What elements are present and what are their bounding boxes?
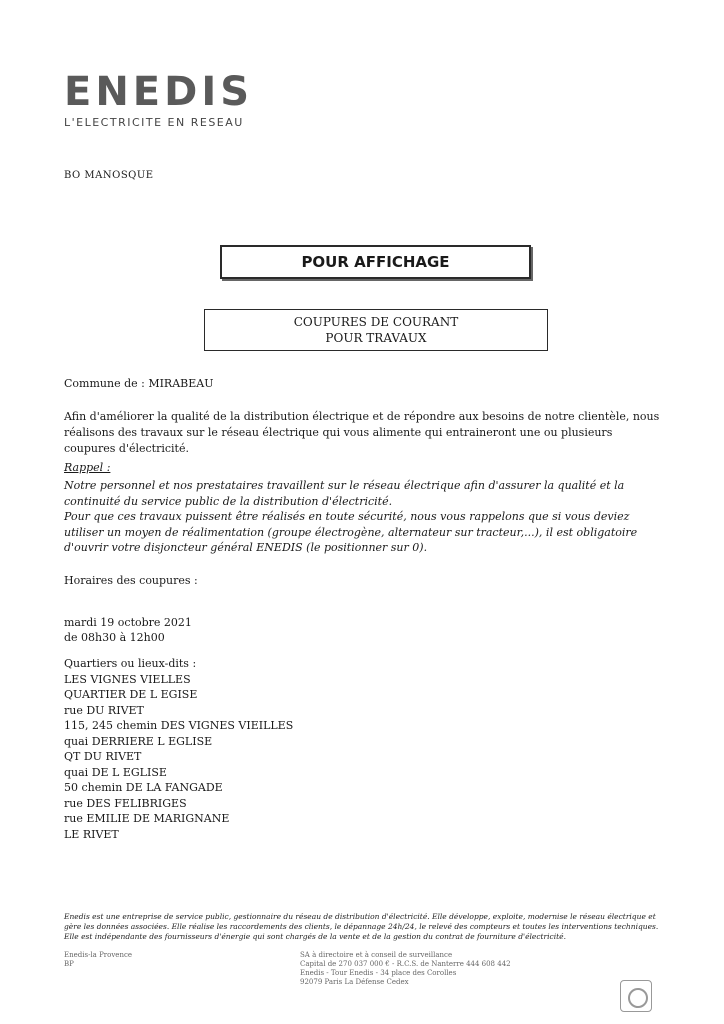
footer-description: Enedis est une entreprise de service public, gestionnaire du réseau de distribution d'électricité. Elle développe, exploite, modernise le réseau électrique et gère les données associées. Elle réalise les raccordements des clients, le dépannage 24h/24, le relevé des compteurs et toutes les interventions techniques. Elle est indépendante des fournisseurs d'énergie qui sont chargés de la vente et de la gestion du contrat de fourniture d'électricité.: [64, 912, 659, 941]
display-label: POUR AFFICHAGE: [301, 253, 450, 271]
place-item: QUARTIER DE L EGISE: [64, 688, 198, 701]
footer-left: [64, 951, 132, 969]
place-item: LE RIVET: [64, 827, 119, 841]
quartiers-list: [64, 656, 293, 842]
footer-company-info: [300, 951, 600, 987]
enedis-logo: [64, 70, 253, 129]
place-item: rue EMILIE DE MARIGNANE: [64, 812, 230, 825]
horaires-label: Horaires des coupures :: [64, 574, 198, 587]
office-name: BO MANOSQUE: [64, 170, 154, 181]
place-item: 115, 245 chemin DES VIGNES VIEILLES: [64, 719, 294, 732]
place-item: rue DU RIVET: [64, 703, 144, 717]
notice-title-line1: COUPURES DE COURANT: [293, 315, 459, 329]
rappel-paragraph-1: Notre personnel et nos prestataires travaillent sur le réseau électrique afin d'assurer la qualité et la continuité du service public de la distribution d'électricité.: [64, 479, 625, 508]
place-item: 50 chemin DE LA FANGADE: [64, 781, 223, 794]
footer-left-line: Enedis-la Provence: [64, 951, 133, 959]
footer-info-line: Enedis - Tour Enedis - 34 place des Corolles: [300, 969, 457, 977]
notice-title-box: [204, 309, 548, 351]
logo-name: ENEDIS: [64, 69, 254, 115]
outage-date: mardi 19 octobre 2021: [64, 616, 192, 629]
place-item: rue DES FELIBRIGES: [64, 796, 187, 810]
footer-info-line: Capital de 270 037 000 € - R.C.S. de Nanterre 444 608 442: [300, 960, 511, 968]
footer-info-line: 92079 Paris La Défense Cedex: [300, 978, 409, 986]
intro-paragraph: Afin d'améliorer la qualité de la distribution électrique et de répondre aux besoins de notre clientèle, nous réalisons des travaux sur le réseau électrique qui vous alimente qui entraineront une ou plusieurs coupures d'électricité.: [64, 410, 660, 455]
rappel-title: Rappel :: [64, 461, 111, 474]
place-item: quai DE L EGLISE: [64, 765, 167, 779]
rappel-paragraph-2: Pour que ces travaux puissent être réalisés en toute sécurité, nous vous rappelons que si vous deviez utiliser un moyen de réalimentation (groupe électrogène, alternateur sur tracteur,...), il est obligatoire d'ouvrir votre disjoncteur général ENEDIS (le positionner sur 0).: [64, 510, 638, 554]
logo-tagline: L'ELECTRICITE EN RESEAU: [64, 116, 244, 129]
notice-title-line2: POUR TRAVAUX: [325, 331, 427, 345]
recycle-icon: [620, 980, 652, 1012]
place-item: quai DERRIERE L EGLISE: [64, 734, 213, 748]
display-label-box: [220, 245, 531, 279]
outage-time: de 08h30 à 12h00: [64, 631, 165, 644]
quartiers-label: Quartiers ou lieux-dits :: [64, 657, 197, 670]
rappel-body: [64, 478, 664, 556]
footer-info-line: SA à directoire et à conseil de surveillance: [300, 951, 453, 959]
place-item: QT DU RIVET: [64, 750, 142, 763]
place-item: LES VIGNES VIELLES: [64, 672, 191, 686]
commune: Commune de : MIRABEAU: [64, 377, 214, 390]
footer-left-line: BP: [64, 960, 74, 968]
